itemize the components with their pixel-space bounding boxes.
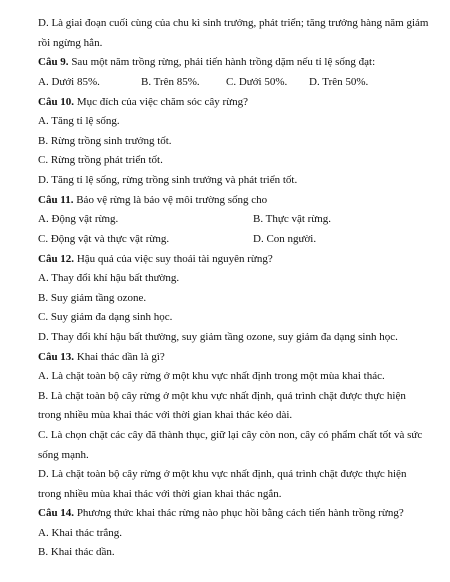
q13-option-c-line2: sống mạnh. — [38, 449, 89, 461]
q10-option-b: B. Rừng trồng sinh trưởng tốt. — [38, 135, 172, 147]
question-number: Câu 13. — [38, 351, 75, 363]
question-10 — [38, 95, 248, 109]
q13-option-d-line1: D. Là chặt toàn bộ cây rừng ở một khu vực nhất định, quá trình chặt được thực hiện — [38, 468, 407, 480]
q10-option-a: A. Tăng tỉ lệ sống. — [38, 115, 120, 127]
prev-option-d-line2: rồi ngừng hẳn. — [38, 37, 103, 49]
q12-option-c: C. Suy giảm đa dạng sinh học. — [38, 311, 173, 323]
q11-option-b: B. Thực vật rừng. — [253, 213, 332, 225]
q9-option-b: B. Trên 85%. — [141, 76, 200, 88]
question-number: Câu 10. — [38, 96, 75, 108]
question-number: Câu 9. — [38, 56, 69, 68]
q10-option-c: C. Rừng trồng phát triển tốt. — [38, 154, 163, 166]
question-11 — [38, 193, 267, 207]
q9-option-a: A. Dưới 85%. — [38, 76, 100, 88]
question-text: Phương thức khai thác rừng nào phục hồi bằng cách tiến hành trồng rừng? — [76, 507, 404, 519]
q14-option-a: A. Khai thác trắng. — [38, 527, 122, 539]
q14-option-b: B. Khai thác dần. — [38, 546, 115, 558]
q12-option-a: A. Thay đổi khí hậu bất thường. — [38, 272, 180, 284]
q11-option-d: D. Con người. — [253, 233, 317, 245]
q9-option-c: C. Dưới 50%. — [226, 76, 288, 88]
q10-option-d: D. Tăng tỉ lệ sống, rừng trồng sinh trưởng và phát triển tốt. — [38, 174, 298, 186]
q13-option-c-line1: C. Là chọn chặt các cây đã thành thục, giữ lại cây còn non, cây có phẩm chất tốt và sức — [38, 429, 423, 441]
question-number: Câu 14. — [38, 507, 75, 519]
question-12 — [38, 252, 273, 266]
q13-option-d-line2: trong nhiều mùa khai thác với thời gian khai thác ngắn. — [38, 488, 282, 500]
q12-option-b: B. Suy giảm tầng ozone. — [38, 292, 147, 304]
question-text: Bảo vệ rừng là bảo vệ môi trường sống cho — [76, 194, 268, 206]
q11-option-a: A. Động vật rừng. — [38, 213, 119, 225]
question-text: Khai thác dần là gì? — [76, 351, 165, 363]
prev-option-d-line1: D. Là giai đoạn cuối cùng của chu kì sinh trưởng, phát triển; tăng trưởng hàng năm giảm — [38, 17, 429, 29]
question-text: Mục đích của việc chăm sóc cây rừng? — [76, 96, 249, 108]
q9-option-d: D. Trên 50%. — [309, 76, 369, 88]
question-9 — [38, 55, 375, 69]
q12-option-d: D. Thay đổi khí hậu bất thường, suy giảm tầng ozone, suy giảm đa dạng sinh học. — [38, 331, 398, 343]
q13-option-a: A. Là chặt toàn bộ cây rừng ở một khu vực nhất định trong một mùa khai thác. — [38, 370, 385, 382]
q11-option-c: C. Động vật và thực vật rừng. — [38, 233, 170, 245]
question-text: Sau một năm trồng rừng, phải tiến hành trồng dặm nếu tỉ lệ sống đạt: — [71, 56, 376, 68]
q13-option-b-line2: trong nhiều mùa khai thác với thời gian khai thác kéo dài. — [38, 409, 293, 421]
question-number: Câu 11. — [38, 194, 74, 206]
question-number: Câu 12. — [38, 253, 75, 265]
q13-option-b-line1: B. Là chặt toàn bộ cây rừng ở một khu vực nhất định, quá trình chặt được thực hiện — [38, 390, 406, 402]
question-text: Hậu quả của việc suy thoái tài nguyên rừng? — [76, 253, 273, 265]
question-13 — [38, 350, 165, 364]
question-14 — [38, 506, 404, 520]
